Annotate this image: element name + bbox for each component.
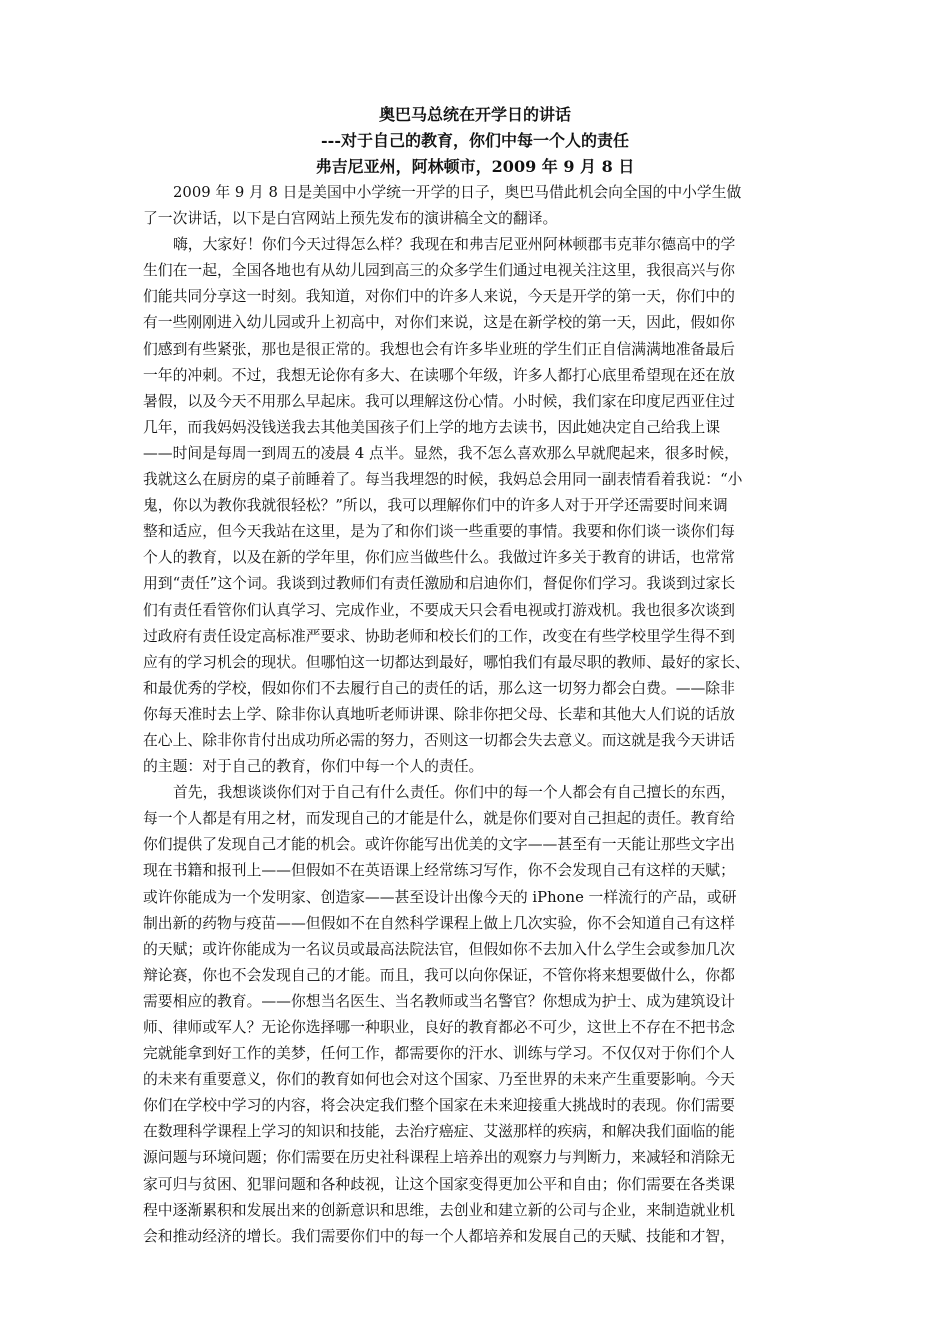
paragraph-line: 我就这么在厨房的桌子前睡着了。每当我埋怨的时候，我妈总会用同一副表情看着我说：“小	[143, 471, 743, 489]
paragraph-line: ——时间是每周一到周五的凌晨 4 点半。显然，我不怎么喜欢那么早就爬起来，很多时候，	[143, 444, 739, 462]
paragraph-line: 源问题与环境问题；你们需要在历史社科课程上培养出的观察力与判断力，来减轻和消除无	[143, 1149, 735, 1167]
document-location-date: 弗吉尼亚州，阿林顿市，2009 年 9 月 8 日	[315, 157, 635, 176]
body-paragraph	[143, 780, 812, 1250]
body-paragraph	[143, 180, 812, 232]
paragraph-line: 每一个人都是有用之材，而发现自己的才能是什么，就是你们要对自己担起的责任。教育给	[143, 810, 735, 828]
paragraph-line: 你们在学校中学习的内容，将会决定我们整个国家在未来迎接重大挑战时的表现。你们需要	[143, 1097, 735, 1115]
paragraph-line: 首先，我想谈谈你们对于自己有什么责任。你们中的每一个人都会有自己擅长的东西，	[173, 784, 736, 802]
paragraph-line: 几年，而我妈妈没钱送我去其他美国孩子们上学的地方去读书，因此她决定自己给我上课	[143, 418, 721, 436]
paragraph-line: 个人的教育，以及在新的学年里，你们应当做些什么。我做过许多关于教育的讲话，也常常	[143, 549, 735, 567]
paragraph-line: 制出新的药物与疫苗——但假如不在自然科学课程上做上几次实验，你不会知道自己有这样	[143, 914, 735, 932]
paragraph-line: 需要相应的教育。——你想当名医生、当名教师或当名警官？你想成为护士、成为建筑设计	[143, 992, 735, 1010]
paragraph-line: 在心上、除非你肯付出成功所必需的努力，否则这一切都会失去意义。而这就是我今天讲话	[143, 731, 735, 749]
paragraph-line: 的天赋；或许你能成为一名议员或最高法院法官，但假如你不去加入什么学生会或参加几次	[143, 940, 735, 958]
paragraph-line: 用到“责任”这个词。我谈到过教师们有责任激励和启迪你们，督促你们学习。我谈到过家长	[143, 575, 736, 593]
paragraph-line: 师、律师或军人？无论你选择哪一种职业，良好的教育都必不可少，这世上不存在不把书念	[143, 1019, 735, 1036]
paragraph-line: 或许你能成为一个发明家、创造家——甚至设计出像今天的 iPhone 一样流行的产品，或研	[143, 888, 737, 906]
body-paragraph	[143, 232, 812, 780]
paragraph-line: 会和推动经济的增长。我们需要你们中的每一个人都培养和发展自己的天赋、技能和才智，	[143, 1227, 735, 1245]
paragraph-line: 一年的冲刺。不过，我想无论你有多大、在读哪个年级，许多人都打心底里希望现在还在放	[143, 366, 735, 384]
paragraph-line: 2009 年 9 月 8 日是美国中小学统一开学的日子，奥巴马借此机会向全国的中小学生做	[173, 184, 742, 201]
paragraph-line: 生们在一起，全国各地也有从幼儿园到高三的众多学生们通过电视关注这里，我很高兴与你	[143, 262, 735, 280]
paragraph-line: 完就能拿到好工作的美梦，任何工作，都需要你的汗水、训练与学习。不仅仅对于你们个人	[143, 1045, 735, 1063]
paragraph-line: 辩论赛，你也不会发现自己的才能。而且，我可以向你保证，不管你将来想要做什么，你都	[143, 966, 735, 984]
paragraph-line: 们感到有些紧张，那也是很正常的。我想也会有许多毕业班的学生们正自信满满地准备最后	[143, 340, 735, 358]
paragraph-line: 家可归与贫困、犯罪问题和各种歧视，让这个国家变得更加公平和自由；你们需要在各类课	[143, 1175, 735, 1193]
paragraph-line: 们有责任看管你们认真学习、完成作业，不要成天只会看电视或打游戏机。我也很多次谈到	[143, 601, 735, 619]
paragraph-line: 程中逐渐累积和发展出来的创新意识和思维，去创业和建立新的公司与企业，来制造就业机	[143, 1201, 735, 1219]
document-header	[0, 102, 950, 180]
paragraph-line: 你们提供了发现自己才能的机会。或许你能写出优美的文字——甚至有一天能让那些文字出	[143, 836, 735, 854]
paragraph-line: 过政府有责任设定高标准严要求、协助老师和校长们的工作，改变在有些学校里学生得不到	[143, 627, 735, 645]
document-body	[143, 180, 812, 1250]
paragraph-line: 暑假，以及今天不用那么早起床。我可以理解这份心情。小时候，我们家在印度尼西亚住过	[143, 392, 735, 410]
paragraph-line: 你每天准时去上学、除非你认真地听老师讲课、除非你把父母、长辈和其他大人们说的话放	[143, 705, 735, 723]
paragraph-line: 鬼，你以为教你我就很轻松？”所以，我可以理解你们中的许多人对于开学还需要时间来调	[143, 497, 728, 515]
paragraph-line: 在数理科学课程上学习的知识和技能，去治疗癌症、艾滋那样的疾病，和解决我们面临的能	[143, 1123, 735, 1141]
paragraph-line: 的未来有重要意义，你们的教育如何也会对这个国家、乃至世界的未来产生重要影响。今天	[143, 1071, 735, 1089]
paragraph-line: 现在书籍和报刊上——但假如不在英语课上经常练习写作，你不会发现自己有这样的天赋；	[143, 862, 735, 880]
paragraph-line: 了一次讲话，以下是白宫网站上预先发布的演讲稿全文的翻译。	[143, 210, 558, 228]
paragraph-line: 整和适应，但今天我站在这里，是为了和你们谈一些重要的事情。我要和你们谈一谈你们每	[143, 523, 735, 541]
paragraph-line: 和最优秀的学校，假如你们不去履行自己的责任的话，那么这一切努力都会白费。——除非	[143, 679, 735, 697]
paragraph-line: 嗨，大家好！你们今天过得怎么样？我现在和弗吉尼亚州阿林顿郡韦克菲尔德高中的学	[173, 236, 736, 254]
paragraph-line: 应有的学习机会的现状。但哪怕这一切都达到最好，哪怕我们有最尽职的教师、最好的家长、	[143, 653, 750, 671]
document-subtitle: ---对于自己的教育，你们中每一个人的责任	[321, 131, 629, 150]
document-title: 奥巴马总统在开学日的讲话	[378, 105, 571, 124]
paragraph-line: 的主题：对于自己的教育，你们中每一个人的责任。	[143, 758, 484, 776]
paragraph-line: 们能共同分享这一时刻。我知道，对你们中的许多人来说，今天是开学的第一天，你们中的	[143, 288, 735, 306]
paragraph-line: 有一些刚刚进入幼儿园或升上初高中，对你们来说，这是在新学校的第一天，因此，假如你	[143, 314, 735, 332]
